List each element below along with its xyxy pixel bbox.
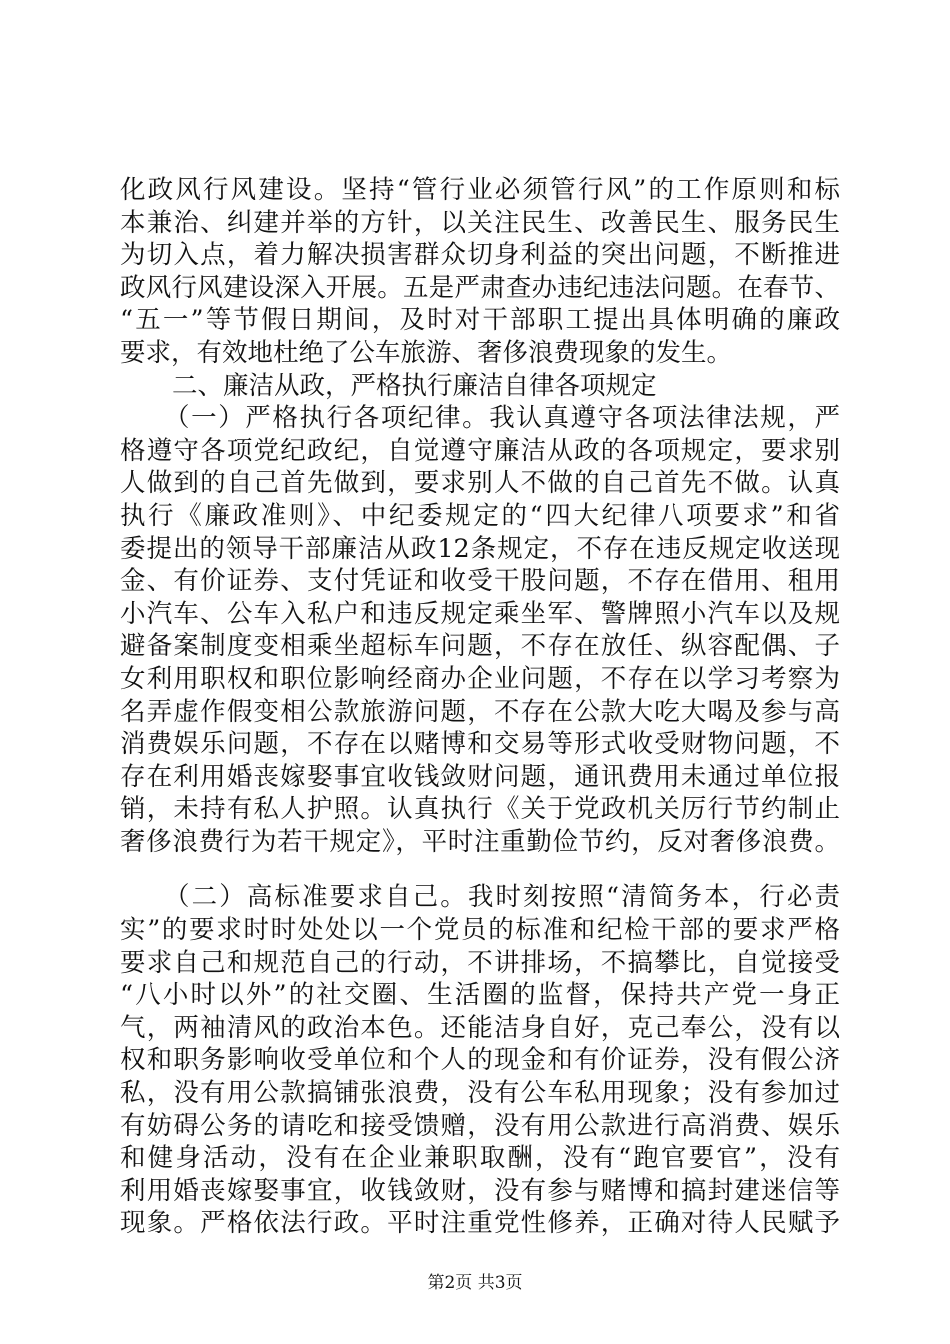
text-line: 执行《廉政准则》、中纪委规定的“四大纪律八项要求”和省 xyxy=(120,500,840,531)
text-line: 避备案制度变相乘坐超标车问题，不存在放任、纵容配偶、子 xyxy=(120,631,840,662)
text-line: 利用婚丧嫁娶事宜，收钱敛财，没有参与赌博和搞封建迷信等 xyxy=(120,1175,840,1206)
text-line: 现象。严格依法行政。平时注重党性修养，正确对待人民赋予 xyxy=(120,1208,840,1239)
text-line: 小汽车、公车入私户和违反规定乘坐军、警牌照小汽车以及规 xyxy=(120,598,840,629)
document-body xyxy=(120,174,840,1240)
paragraph-discipline xyxy=(120,402,840,858)
text-line: （一）严格执行各项纪律。我认真遵守各项法律法规，严 xyxy=(164,403,840,434)
text-line: 气，两袖清风的政治本色。还能洁身自好，克己奉公，没有以 xyxy=(120,1012,840,1043)
paragraph-gap xyxy=(120,858,840,881)
text-line: 消费娱乐问题，不存在以赌博和交易等形式收受财物问题，不 xyxy=(120,729,840,760)
paragraph-self-requirement xyxy=(120,881,840,1240)
text-line: 奢侈浪费行为若干规定》，平时注重勤俭节约，反对奢侈浪费。 xyxy=(120,826,840,857)
text-line: 金、有价证券、支付凭证和收受干股问题，不存在借用、租用 xyxy=(120,566,840,597)
text-line: 存在利用婚丧嫁娶事宜收钱敛财问题，通讯费用未通过单位报 xyxy=(120,761,840,792)
text-line: 本兼治、纠建并举的方针，以关注民生、改善民生、服务民生 xyxy=(120,207,840,238)
paragraph-continuation xyxy=(120,174,840,370)
text-line: 销，未持有私人护照。认真执行《关于党政机关厉行节约制止 xyxy=(120,794,840,825)
text-line: 格遵守各项党纪政纪，自觉遵守廉洁从政的各项规定，要求别 xyxy=(120,435,840,466)
text-line: 实”的要求时时处处以一个党员的标准和纪检干部的要求严格 xyxy=(120,915,840,946)
text-line: 要求，有效地杜绝了公车旅游、奢侈浪费现象的发生。 xyxy=(120,337,733,368)
text-line: 私，没有用公款搞铺张浪费，没有公车私用现象；没有参加过 xyxy=(120,1078,840,1109)
text-line: 和健身活动，没有在企业兼职取酬，没有“跑官要官”，没有 xyxy=(120,1143,840,1174)
text-line: （二）高标准要求自己。我时刻按照“清简务本，行必责 xyxy=(164,882,840,913)
text-line: 政风行风建设深入开展。五是严肃查办违纪违法问题。在春节、 xyxy=(120,272,840,303)
text-line: 为切入点，着力解决损害群众切身利益的突出问题，不断推进 xyxy=(120,240,840,271)
text-line: 要求自己和规范自己的行动，不讲排场，不搞攀比，自觉接受 xyxy=(120,947,840,978)
text-line: “五一”等节假日期间，及时对干部职工提出具体明确的廉政 xyxy=(120,305,840,336)
text-line: 人做到的自己首先做到，要求别人不做的自己首先不做。认真 xyxy=(120,468,840,499)
section-heading: 二、廉洁从政，严格执行廉洁自律各项规定 xyxy=(172,370,657,401)
text-line: “八小时以外”的社交圈、生活圈的监督，保持共产党一身正 xyxy=(120,980,840,1011)
text-line: 化政风行风建设。坚持“管行业必须管行风”的工作原则和标 xyxy=(120,175,840,205)
text-line: 委提出的领导干部廉洁从政12条规定，不存在违反规定收送现 xyxy=(120,533,840,564)
text-line: 名弄虚作假变相公款旅游问题，不存在公款大吃大喝及参与高 xyxy=(120,696,840,727)
text-line: 女利用职权和职位影响经商办企业问题，不存在以学习考察为 xyxy=(120,663,840,694)
page-number-footer: 第2页 共3页 xyxy=(427,1273,523,1293)
text-line: 有妨碍公务的请吃和接受馈赠，没有用公款进行高消费、娱乐 xyxy=(120,1110,840,1141)
text-line: 权和职务影响收受单位和个人的现金和有价证券，没有假公济 xyxy=(120,1045,840,1076)
